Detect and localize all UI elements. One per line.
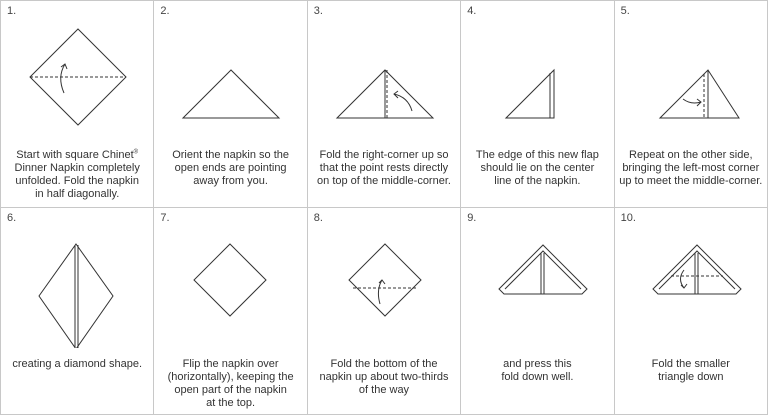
inner-fold [505,251,581,289]
step-caption: Start with square Chinet® Dinner Napkin completely unfolded. Fold the napkin in half diagonally. [14,149,140,200]
fold-arrow-icon [61,64,65,93]
step-caption: creating a diamond shape. [12,358,143,370]
step-number: 10. [620,212,636,224]
step-5-diagram [615,1,768,141]
step-2-diagram [154,1,307,141]
folded-napkin [499,245,587,294]
registered-mark: ® [133,149,139,156]
step-4 [461,1,614,208]
step-5 [615,1,768,208]
step-3 [308,1,461,208]
step-caption: Repeat on the other side, bringing the left-most corner up to meet the middle-corner. [619,149,763,187]
step-caption: The edge of this new flap should lie on the center line of the napkin. [475,149,599,187]
step-4-diagram [461,1,614,141]
triangle-napkin [183,70,279,118]
step-6 [1,208,154,415]
step-9 [461,208,614,415]
step-caption: Orient the napkin so the open ends are pointing away from you. [172,149,289,187]
step-caption: Fold the bottom of the napkin up about two-thirds of the way [319,358,449,396]
step-number: 6. [7,212,17,224]
step-2 [154,1,307,208]
step-number: 8. [313,212,323,224]
folded-shape [506,70,554,118]
diamond-shape [194,244,266,316]
step-caption: Fold the right-corner up so that the point rests directly on top of the middle-corner. [317,149,451,187]
step-number: 5. [620,5,630,17]
step-caption: and press this fold down well. [501,358,574,383]
diamond-shape [349,244,421,316]
step-caption: Fold the smaller triangle down [651,358,730,383]
step-number: 2. [160,5,170,17]
step-caption: Flip the napkin over (horizontally), keeping the open part of the napkin at the top. [167,358,294,409]
step-3-diagram [308,1,461,141]
step-10-diagram [615,208,768,348]
step-number: 1. [7,5,17,17]
fold-arrow-icon [378,280,382,304]
step-1 [1,1,154,208]
step-9-diagram [461,208,614,348]
step-number: 3. [313,5,323,17]
diamond-shape [39,244,113,348]
step-7 [154,208,307,415]
step-8-diagram [308,208,461,348]
step-number: 4. [467,5,477,17]
step-7-diagram [154,208,307,348]
step-8 [308,208,461,415]
step-10 [615,208,768,415]
folded-napkin [653,245,741,294]
step-number: 7. [160,212,170,224]
step-6-diagram [1,208,154,348]
inner-fold [659,251,735,289]
step-1-diagram [1,1,154,141]
step-number: 9. [467,212,477,224]
folded-shape [660,70,739,118]
